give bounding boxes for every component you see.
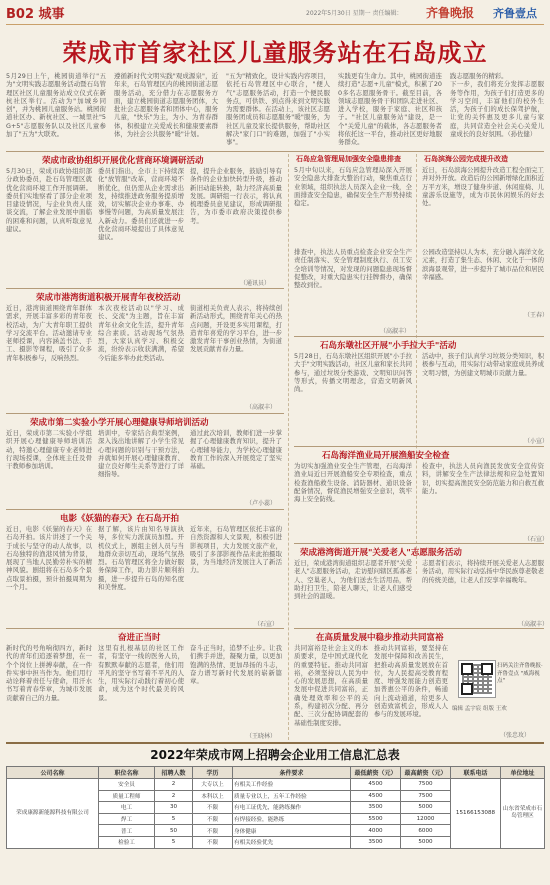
- contact-phone: 15166153088: [451, 779, 501, 849]
- article-text: 活动中，孩子们认真学习垃圾分类知识，积极参与互动，用实际行动带动家庭成员养成文明习惯，为创建文明城市贡献力量。: [422, 352, 544, 377]
- article-title-psychology-training: 荣成市第二实验小学开展心理健康导师培训活动: [30, 418, 209, 428]
- table-cell: 6000: [401, 825, 451, 837]
- divider: [6, 628, 284, 629]
- article-title-fishing-boat: 石岛海洋渔业局开展渔船安全检查: [322, 451, 450, 461]
- lead-column-1: 5月29日上午，桃园街道举行"五为"文明实践志愿服务活动暨石岛管理区社区儿童服务站成立仪式在新杭社区举行。活动为"加城乡同创"，并为桃园儿童服务站。桃园街道社区办、新杭社区、一城里社"5G+5"志愿服务队以及社区儿童参加了"五为"大联欢。: [6, 72, 106, 139]
- table-cell: 不限: [193, 802, 233, 814]
- lead-column-4: 实践更有生命力。其中，桃园街道连续打造"志愿+儿童"模式，积累了200多名志愿服务骨干。截至目前，各领域志愿服务骨干和团队走进社区、进入学校，服务于家庭、社区和孩子。"社区儿童服务站"建设，是一个"关爱儿童"的载体，各志愿服务者将依托这一平台，推动社区更好地服务群众。: [338, 72, 442, 147]
- article-text: 提，提升企业服务，鼓励引导有条件的企业加快转型升级，推动新旧动能转换，助力经济高质量发展。调研组一行表示，将认真梳理委员意见建议，形成调研报告，为市委市政府决策提供参考。: [190, 167, 282, 225]
- table-cell: 12000: [401, 813, 451, 825]
- qr-corner: [461, 663, 473, 675]
- article-text: 培训中，专家结合典型案例，深入浅出地讲解了小学生常见心理问题的识别与干预方法，并就如何开展心理健康教育、建立良好师生关系等进行了详细指导。: [98, 429, 184, 479]
- section-label: B02 城事: [6, 7, 65, 22]
- article-text: 近日，石岛滨海公园提升改造工程全面完工并对外开放。改造后的公园新增绿化面积近万平方米，增设了健身步道、休闲座椅、儿童游乐设施等，成为市民休闲娱乐的好去处。: [422, 166, 544, 208]
- table-cell: 安全员: [99, 779, 155, 791]
- table-cell: 2: [155, 790, 193, 802]
- article-title-film-shooting: 电影《妖猫的春天》在石岛开拍: [60, 514, 180, 524]
- lead-column-3: "五为"精致化，设计实践内容项目，依托石岛管理区中心联合，"便人气"志愿服务活动，打造一个便民服务点，可供铁、到点得来到文明实践为需要群体。在活动上，该社区志愿服务团成员和志愿服务"暖"服务，为社区儿童及家长提供服务，帮助社区解决"家门口"的难题，加强了"小实事"。: [226, 72, 330, 147]
- table-cell: 焊工: [99, 813, 155, 825]
- article-title-common-prosperity: 在高质量发展中稳步推动共同富裕: [316, 633, 444, 643]
- table-cell: 不限: [193, 836, 233, 848]
- table-cell: 身体健康: [233, 825, 351, 837]
- article-title-striving: 奋进正当时: [118, 633, 161, 643]
- table-cell: 4500: [351, 779, 401, 791]
- table-cell: 3500: [351, 802, 401, 814]
- byline: （王晓林）: [246, 733, 277, 740]
- article-text: 本次夜校活动以"学习、成长、交流"为主题，旨在丰富青年业余文化生活，提升青年综合素质。活动现场气氛热烈，大家认真学习、积极交流，纷纷表示收获满满，希望今后能多举办此类活动。: [98, 304, 184, 362]
- article-text: 公园改造坚持以人为本，充分融入海洋文化元素，打造了集生态、休闲、文化于一体的滨海景观带，进一步提升了城市品位和居民幸福感。: [422, 248, 544, 281]
- table-cell: 不限: [193, 813, 233, 825]
- table-cell: 4000: [351, 825, 401, 837]
- col-header: 学历: [193, 767, 233, 779]
- divider: [294, 336, 544, 337]
- table-cell: 5000: [401, 802, 451, 814]
- table-cell: 7500: [401, 779, 451, 791]
- byline: （王春）: [524, 312, 549, 319]
- table-cell: 5500: [351, 813, 401, 825]
- table-row: [7, 779, 545, 791]
- article-title-elderly-care: 荣成港湾街道开展"关爱老人"志愿服务活动: [300, 548, 462, 558]
- divider: [294, 446, 544, 447]
- divider: [6, 413, 284, 414]
- article-text: 近日，电影《妖猫的春天》在石岛开拍。该片讲述了一个关于成长与坚守的动人故事，以石岛独特的渔港风情为背景，展现了当地人民勤劳朴实的精神风貌。剧组将在石岛多个景点取景拍摄，预计拍摄周期为一个月。: [6, 525, 92, 592]
- table-cell: 3500: [351, 836, 401, 848]
- table-cell: 有相关工作经验: [233, 779, 351, 791]
- byline: （小宣）: [524, 438, 549, 445]
- col-header: 最低薪资（元）: [351, 767, 401, 779]
- job-table: [6, 766, 545, 849]
- article-title-park: 石岛滨海公园完成提升改造: [424, 154, 508, 163]
- lead-column-5: 践志愿服务的精彩。 下一步，我们将充分发挥志愿服务等作用，为孩子们打造更多的学习空间，丰富他们的校外生活，为孩子们的成长保驾护航，让党的关怀惠及更多儿童与家庭，共同营造全社会关心关爱儿童成长的良好氛围。（孙佐健）: [450, 72, 544, 139]
- qr-corner: [481, 663, 493, 675]
- table-cell: 大专以上: [193, 779, 233, 791]
- table-divider: [6, 742, 544, 744]
- article-title-youth-night-school: 荣成市港湾街道积极开展青年夜校活动: [36, 293, 181, 303]
- table-cell: 本科以上: [193, 790, 233, 802]
- table-cell: 50: [155, 825, 193, 837]
- col-header: 公司名称: [7, 767, 99, 779]
- table-cell: 30: [155, 802, 193, 814]
- table-cell: 质量专业以上，五年工作经验: [233, 790, 351, 802]
- article-text: 委员们指出，全市上下持续深化"放管服"改革，营商环境不断优化，但仍需从企业需求出发，持续推进政务服务提质增效，切实解决企业办事难、办事慢等问题，为高质量发展注入新动力。委员们还就进一步优化营商环境提出了具体意见建议。: [98, 167, 184, 242]
- table-cell: 有电工证优先，能熟练操作: [233, 802, 351, 814]
- table-cell: 5: [155, 813, 193, 825]
- issue-date: 2022年5月30日 星期一 责任编辑：: [306, 10, 403, 17]
- divider: [6, 509, 284, 510]
- column-divider: [288, 154, 289, 740]
- article-text: 检查中，执法人员向渔民发放安全宣传资料，讲解安全生产法律法规和应急处置知识，切实提高渔民安全防范能力和自救互救能力。: [422, 462, 544, 495]
- article-text: 志愿者们表示，将持续开展关爱老人志愿服务活动，用实际行动弘扬中华民族尊老敬老的传统美德，让老人们安享幸福晚年。: [422, 559, 544, 584]
- article-text: 街道相关负责人表示，将持续创新活动形式，围绕青年关心的热点问题，开设更多实用课程，打造青年喜爱的学习平台，进一步激发青年干事创业热情，为街道发展贡献青春力量。: [190, 304, 282, 354]
- article-text: 奋斗正当时，追梦不止步。让我们携手并进，凝聚力量，以更加饱满的热情、更加昂扬的斗志，奋力谱写新时代发展的崭新篇章。: [190, 644, 282, 686]
- article-title-small-hands: 石岛东墩社区开展"小手拉大手"活动: [320, 341, 457, 351]
- app-logo: 齐鲁壹点: [493, 7, 537, 20]
- byline: （卢小蕊）: [246, 500, 277, 507]
- divider: [6, 288, 284, 289]
- article-text: 通过此次培训，教师们进一步掌握了心理健康教育知识，提升了心理辅导能力，为学校心理健康教育工作的深入开展奠定了坚实基础。: [190, 429, 282, 471]
- byline: （通讯员）: [240, 280, 271, 287]
- col-header: 条件要求: [233, 767, 351, 779]
- table-cell: 5: [155, 836, 193, 848]
- table-cell: 有相关经验优先: [233, 836, 351, 848]
- editor-credits: 编辑 孟宇宸 组版 王欢: [452, 706, 507, 712]
- job-table-title: 2022年荣成市网上招聘会企业用工信息汇总表: [150, 748, 400, 762]
- table-cell: 7500: [401, 790, 451, 802]
- qr-caption: 扫码关注齐鲁晚报·齐鲁壹点 "威海视点": [497, 663, 543, 684]
- article-text: 近年来，石岛管理区依托丰富的自然资源和人文景观，积极引进影视项目，大力发展文旅产业，吸引了多部影视作品来此拍摄取景，为当地经济发展注入了新活力。: [190, 525, 282, 575]
- qr-code[interactable]: [458, 660, 496, 698]
- table-header-row: [7, 767, 545, 779]
- page-header: [6, 2, 544, 25]
- article-text: 近日，荣成港湾街道组织志愿者开展"关爱老人"志愿服务活动，走访慰问辖区孤寡老人、空巢老人，为他们送去生活用品，帮助打扫卫生，陪老人聊天，让老人们感受到社会的温暖。: [294, 559, 412, 601]
- article-text: 共同富裕是社会主义的本质要求，是中国式现代化的重要特征。推动共同富裕，必须坚持以人民为中心的发展思想，在高质量发展中促进共同富裕，正确处理效率和公平的关系，构建初次分配、再分配、三次分配协调配套的基础性制度安排。: [294, 644, 368, 727]
- column-divider: [416, 154, 417, 574]
- newspaper-logo: 齐鲁晚报: [426, 6, 475, 20]
- col-header: 招聘人数: [155, 767, 193, 779]
- table-cell: 检验工: [99, 836, 155, 848]
- article-text: 排查中，执法人员重点检查企业安全生产责任制落实、安全管理制度执行、员工安全培训等情况，对发现的问题隐患现场督促整改，对重大隐患实行挂牌督办，确保整改到位。: [294, 248, 412, 290]
- table-cell: 5000: [401, 836, 451, 848]
- table-cell: 2: [155, 779, 193, 791]
- col-header: 单位地址: [501, 767, 545, 779]
- article-text: 推动共同富裕，要坚持在发展中保障和改善民生，把推动高质量发展放在首位，为人民提高受教育程度、增强发展能力创造更加普惠公平的条件，畅通向上流动通道，给更多人创造致富机会，形成人人参与的发展环境。: [374, 644, 448, 719]
- article-text: 据了解，该片由知名导演执导，多位实力派演员加盟。开机仪式上，剧组主创人员与当地群众亲切互动，现场气氛热烈。石岛管理区将全力做好服务保障工作，助力影片顺利拍摄，进一步提升石岛的知名度和美誉度。: [98, 525, 184, 592]
- article-text: 近日，港湾街道围绕青年群体需求，开展丰富多彩的青年夜校活动，为广大青年职工提供学习交流平台。活动邀请专业老师授课，内容涵盖书法、手工、摄影等课程，吸引了众多青年积极参与，反响热烈。: [6, 304, 92, 362]
- article-title-cppcc: 荣成市政协组织开展优化营商环境调研活动: [42, 156, 204, 166]
- divider: [294, 628, 544, 629]
- article-text: 5月30日，荣成市政协组织部分政协委员，赴石岛管理区就优化营商环境工作开展调研。委员们实地察看了部分企业项目建设情况，与企业负责人座谈交流，了解企业发展中面临的困难和问题，认真听取意见建议。: [6, 167, 92, 234]
- table-cell: 不限: [193, 825, 233, 837]
- table-cell: 4500: [351, 790, 401, 802]
- company-address: 山东省荣成市石岛管理区: [501, 779, 545, 849]
- byline: （张忠玫）: [500, 732, 531, 739]
- byline: （高淑丰）: [518, 621, 549, 628]
- byline: （石宣）: [254, 621, 279, 628]
- byline: （石宣）: [524, 536, 549, 543]
- article-title-safety: 石岛应急管理局加强安全隐患排查: [296, 154, 401, 163]
- article-text: 5月中旬以来，石岛应急管理局深入开展安全隐患大排查大整治行动，聚焦重点行业领域，组织执法人员深入企业一线，全面排查安全隐患，确保安全生产形势持续稳定。: [294, 166, 412, 208]
- company-name: 荣成康源新能源科技有限公司: [7, 779, 99, 849]
- qr-corner: [461, 683, 473, 695]
- article-text: 5月28日，石岛东墩社区组织开展"小手拉大手"文明实践活动，社区儿童和家长共同参与，通过垃圾分类游戏、文明知识问答等形式，传播文明理念，营造文明新风尚。: [294, 352, 412, 394]
- col-header: 最高薪资（元）: [401, 767, 451, 779]
- table-cell: 电工: [99, 802, 155, 814]
- byline: （高淑丰）: [380, 328, 411, 335]
- main-headline: 荣成市首家社区儿童服务站在石岛成立: [62, 38, 488, 67]
- table-cell: 普工: [99, 825, 155, 837]
- col-header: 职位名称: [99, 767, 155, 779]
- lead-column-2: 遵循新时代文明实践"观成源泉"，近年来，石岛管理区内的桃园街道志愿服务活动，充分借力在志愿服务方面，建立桃园街道志愿服务团体，大批社会志愿服务者和团体中心，服务儿童，"快乐"为主，为小、为青春群体，积极建立关爱成长和健康要素群体，为社会公共服务"暖"计划。: [114, 72, 218, 139]
- article-text: 为切实加强渔业安全生产管理，石岛海洋渔业局近日开展渔船安全专项检查，重点检查渔船救生设备、消防器材、通讯设备配备情况，督促渔民增强安全意识，筑牢海上安全防线。: [294, 462, 412, 504]
- byline: （高淑丰）: [246, 404, 277, 411]
- col-header: 联系电话: [451, 767, 501, 779]
- article-text: 这里有扎根基层的社区工作者，有坚守一线的医务人员，有默默奉献的志愿者，他们用平凡的坚守书写着不平凡的人生，用实际行动践行着初心使命，成为这个时代最美的风景。: [98, 644, 184, 702]
- table-cell: 质量工程师: [99, 790, 155, 802]
- article-text: 新时代的号角响彻四方，新时代的青年们追逐着梦想，在一个个岗位上拼搏奉献，在一件件实事中担当作为。他们用行动诠释着责任与使命，用汗水书写着青春华章，为城市发展贡献着自己的力量。: [6, 644, 92, 702]
- article-text: 近日，荣成市第二实验小学组织开展心理健康导师培训活动，特邀心理健康专业老师进行现场授课，全体班主任及骨干教师参加培训。: [6, 429, 92, 471]
- divider: [294, 543, 544, 544]
- divider: [6, 151, 544, 152]
- table-cell: 有焊接经验，能熟练: [233, 813, 351, 825]
